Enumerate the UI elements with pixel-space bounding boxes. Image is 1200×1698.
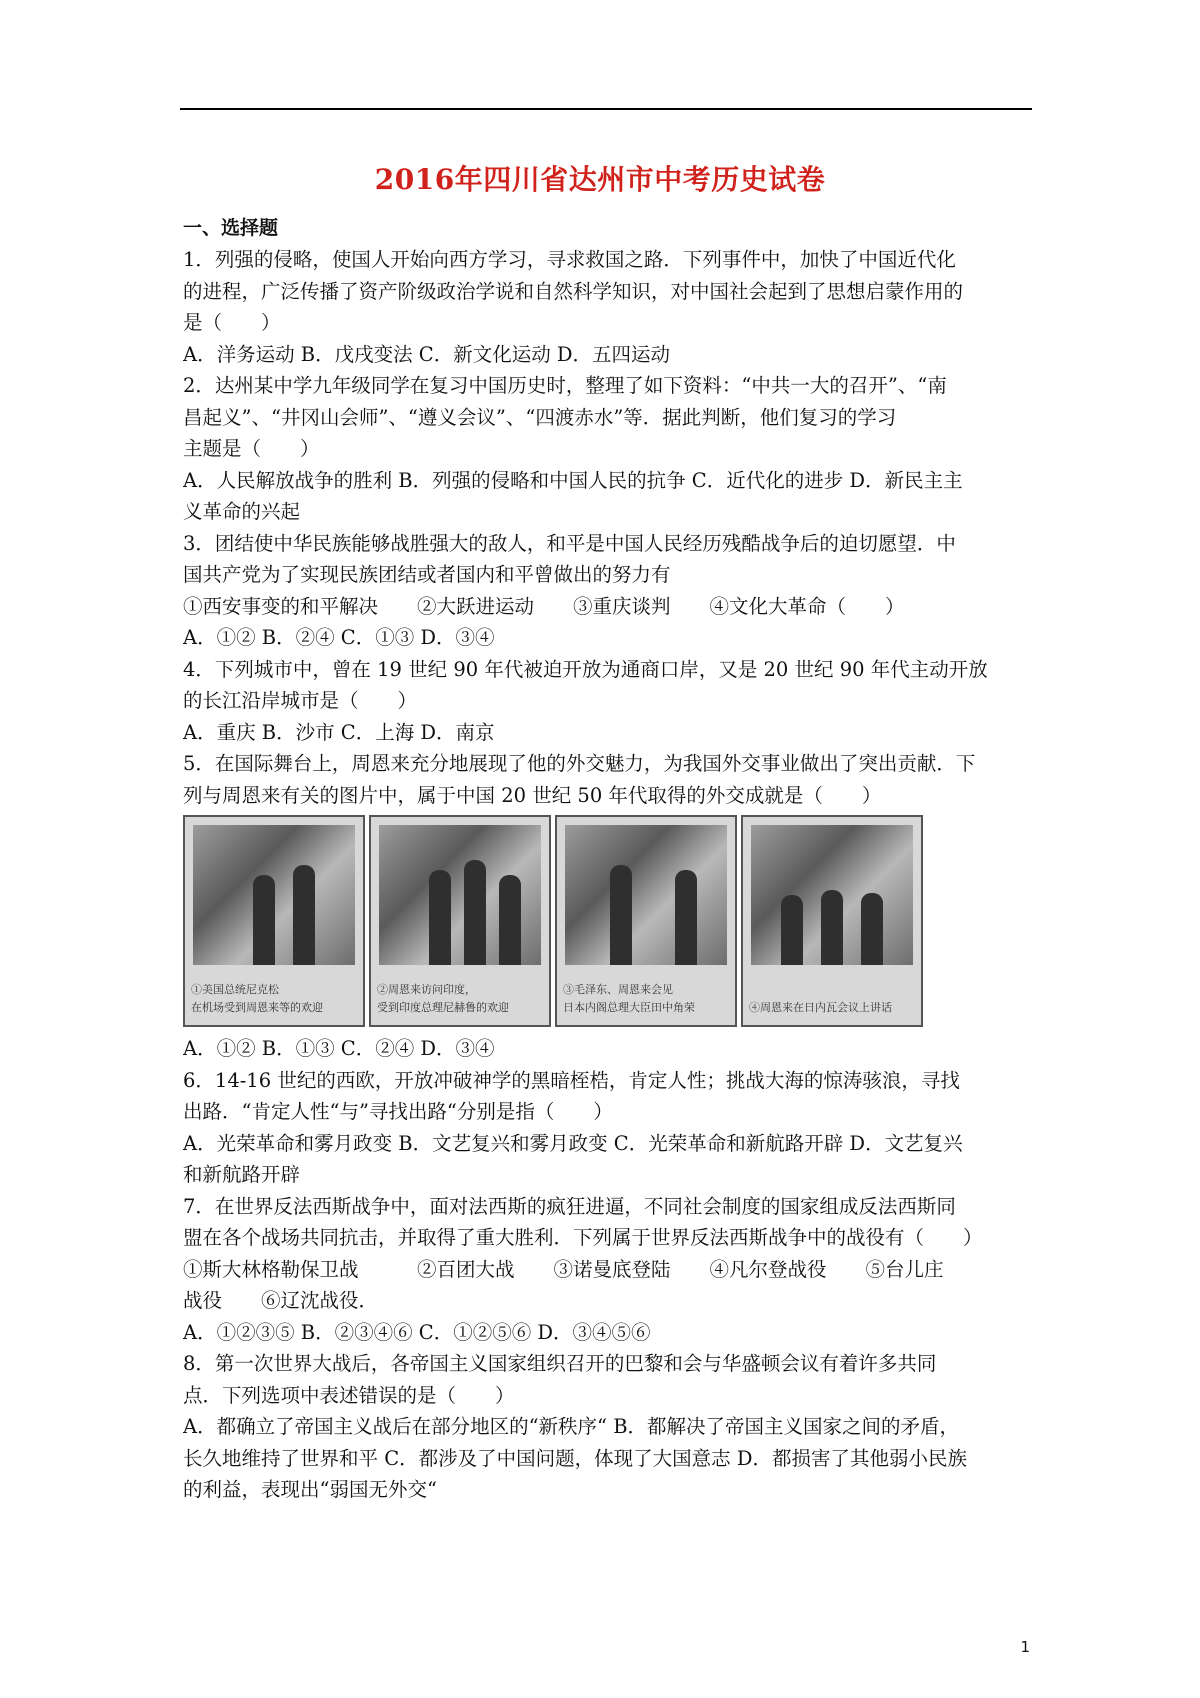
question-text: 2．达州某中学九年级同学在复习中国历史时，整理了如下资料：“中共一大的召开”、“南 bbox=[183, 374, 947, 397]
question-6 bbox=[183, 1065, 1033, 1191]
question-text: 的进程，广泛传播了资产阶级政治学说和自然科学知识，对中国社会起到了思想启蒙作用的 bbox=[183, 279, 964, 303]
photo-image bbox=[379, 825, 541, 965]
header-rule bbox=[180, 108, 1032, 110]
answer-options: A．①②③⑤ B．②③④⑥ C．①②⑤⑥ D．③④⑤⑥ bbox=[183, 1320, 651, 1344]
figure-silhouette bbox=[464, 860, 486, 965]
caption-line: ①美国总统尼克松 bbox=[191, 983, 279, 996]
question-text: 出路．“肯定人性“与”寻找出路“分别是指（ ） bbox=[183, 1100, 613, 1123]
page-number: 1 bbox=[1020, 1638, 1030, 1656]
section-heading: 一、选择题 bbox=[183, 217, 279, 239]
question-text: 主题是（ ） bbox=[183, 437, 320, 460]
caption-line: 受到印度总理尼赫鲁的欢迎 bbox=[377, 1001, 509, 1014]
question-text: 盟在各个战场共同抗击，并取得了重大胜利．下列属于世界反法西斯战争中的战役有（ ） bbox=[183, 1226, 983, 1249]
answer-options: 的利益，表现出“弱国无外交“ bbox=[183, 1478, 437, 1501]
question-1 bbox=[183, 244, 1033, 370]
caption-line: 在机场受到周恩来等的欢迎 bbox=[191, 1001, 323, 1014]
question-8 bbox=[183, 1348, 1033, 1506]
question-text: 昌起义”、“井冈山会师”、“遵义会议”、“四渡赤水”等．据此判断，他们复习的学习 bbox=[183, 405, 897, 429]
question-text: 列与周恩来有关的图片中，属于中国 20 世纪 50 年代取得的外交成就是（ ） bbox=[183, 783, 882, 807]
answer-options: A．都确立了帝国主义战后在部分地区的“新秩序“ B．都解决了帝国主义国家之间的矛盾， bbox=[183, 1415, 960, 1438]
question-text: 5．在国际舞台上，周恩来充分地展现了他的外交魅力，为我国外交事业做出了突出贡献．下 bbox=[183, 752, 976, 775]
question-text: 6．14-16 世纪的西欧，开放冲破神学的黑暗桎梏，肯定人性；挑战大海的惊涛骇浪，寻找 bbox=[183, 1068, 960, 1092]
photo-caption bbox=[191, 981, 357, 1017]
question-text: 点．下列选项中表述错误的是（ ） bbox=[183, 1383, 515, 1407]
photo-image bbox=[751, 825, 913, 965]
question-text: ①斯大林格勒保卫战 ②百团大战 ③诺曼底登陆 ④凡尔登战役 ⑤台儿庄 bbox=[183, 1257, 944, 1281]
page-title: 2016年四川省达州市中考历史试卷 bbox=[374, 163, 826, 196]
answer-options: A．人民解放战争的胜利 B．列强的侵略和中国人民的抗争 C．近代化的进步 D．新民主主 bbox=[183, 468, 963, 492]
question-text: 8．第一次世界大战后，各帝国主义国家组织召开的巴黎和会与华盛顿会议有着许多共同 bbox=[183, 1352, 937, 1375]
figure-silhouette bbox=[499, 875, 521, 965]
question-5 bbox=[183, 748, 1033, 1065]
photo-3 bbox=[555, 815, 737, 1027]
answer-options: A．①② B．①③ C．②④ D．③④ bbox=[183, 1037, 495, 1060]
answer-options: A．洋务运动 B．戊戌变法 C．新文化运动 D．五四运动 bbox=[183, 342, 671, 366]
photo-caption bbox=[377, 981, 543, 1017]
photo-4 bbox=[741, 815, 923, 1027]
exam-content bbox=[183, 212, 1033, 1506]
caption-line: 日本内阁总理大臣田中角荣 bbox=[563, 1001, 695, 1014]
figure-silhouette bbox=[429, 870, 451, 965]
answer-options: A．①② B．②④ C．①③ D．③④ bbox=[183, 626, 495, 649]
figure-silhouette bbox=[821, 890, 843, 965]
photo-strip bbox=[183, 815, 923, 1027]
question-text: 的长江沿岸城市是（ ） bbox=[183, 689, 418, 712]
photo-image bbox=[193, 825, 355, 965]
photo-caption bbox=[563, 981, 729, 1017]
photo-caption bbox=[749, 999, 915, 1017]
photo-2 bbox=[369, 815, 551, 1027]
caption-line: ②周恩来访问印度， bbox=[377, 983, 476, 996]
answer-options: A．重庆 B．沙市 C．上海 D．南京 bbox=[183, 720, 495, 744]
question-text: 是（ ） bbox=[183, 311, 281, 334]
question-text: 7．在世界反法西斯战争中，面对法西斯的疯狂进逼，不同社会制度的国家组成反法西斯同 bbox=[183, 1194, 956, 1218]
figure-silhouette bbox=[861, 893, 883, 965]
answer-options: 长久地维持了世界和平 C．都涉及了中国问题，体现了大国意志 D．都损害了其他弱小民族 bbox=[183, 1446, 967, 1470]
photo-1 bbox=[183, 815, 365, 1027]
question-7 bbox=[183, 1191, 1033, 1349]
question-text: ①西安事变的和平解决 ②大跃进运动 ③重庆谈判 ④文化大革命（ ） bbox=[183, 594, 905, 618]
caption-line: ③毛泽东、周恩来会见 bbox=[563, 983, 673, 996]
question-text: 3．团结使中华民族能够战胜强大的敌人，和平是中国人民经历残酷战争后的迫切愿望．中 bbox=[183, 531, 956, 555]
answer-options: 义革命的兴起 bbox=[183, 500, 301, 523]
caption-line: ④周恩来在日内瓦会议上讲话 bbox=[749, 1001, 892, 1014]
figure-silhouette bbox=[675, 870, 697, 965]
answer-options: A．光荣革命和雾月政变 B．文艺复兴和雾月政变 C．光荣革命和新航路开辟 D．文艺复兴 bbox=[183, 1131, 963, 1155]
figure-silhouette bbox=[293, 865, 315, 965]
question-text: 4．下列城市中，曾在 19 世纪 90 年代被迫开放为通商口岸，又是 20 世纪 90 年代主动开放 bbox=[183, 657, 988, 681]
figure-silhouette bbox=[253, 875, 275, 965]
question-2 bbox=[183, 370, 1033, 528]
figure-silhouette bbox=[610, 865, 632, 965]
answer-options: 和新航路开辟 bbox=[183, 1163, 301, 1186]
question-text: 国共产党为了实现民族团结或者国内和平曾做出的努力有 bbox=[183, 563, 671, 586]
question-text: 战役 ⑥辽沈战役． bbox=[183, 1289, 379, 1312]
photo-image bbox=[565, 825, 727, 965]
question-3 bbox=[183, 528, 1033, 654]
figure-silhouette bbox=[781, 895, 803, 965]
question-4 bbox=[183, 654, 1033, 749]
question-text: 1．列强的侵略，使国人开始向西方学习，寻求救国之路．下列事件中，加快了中国近代化 bbox=[183, 248, 956, 271]
